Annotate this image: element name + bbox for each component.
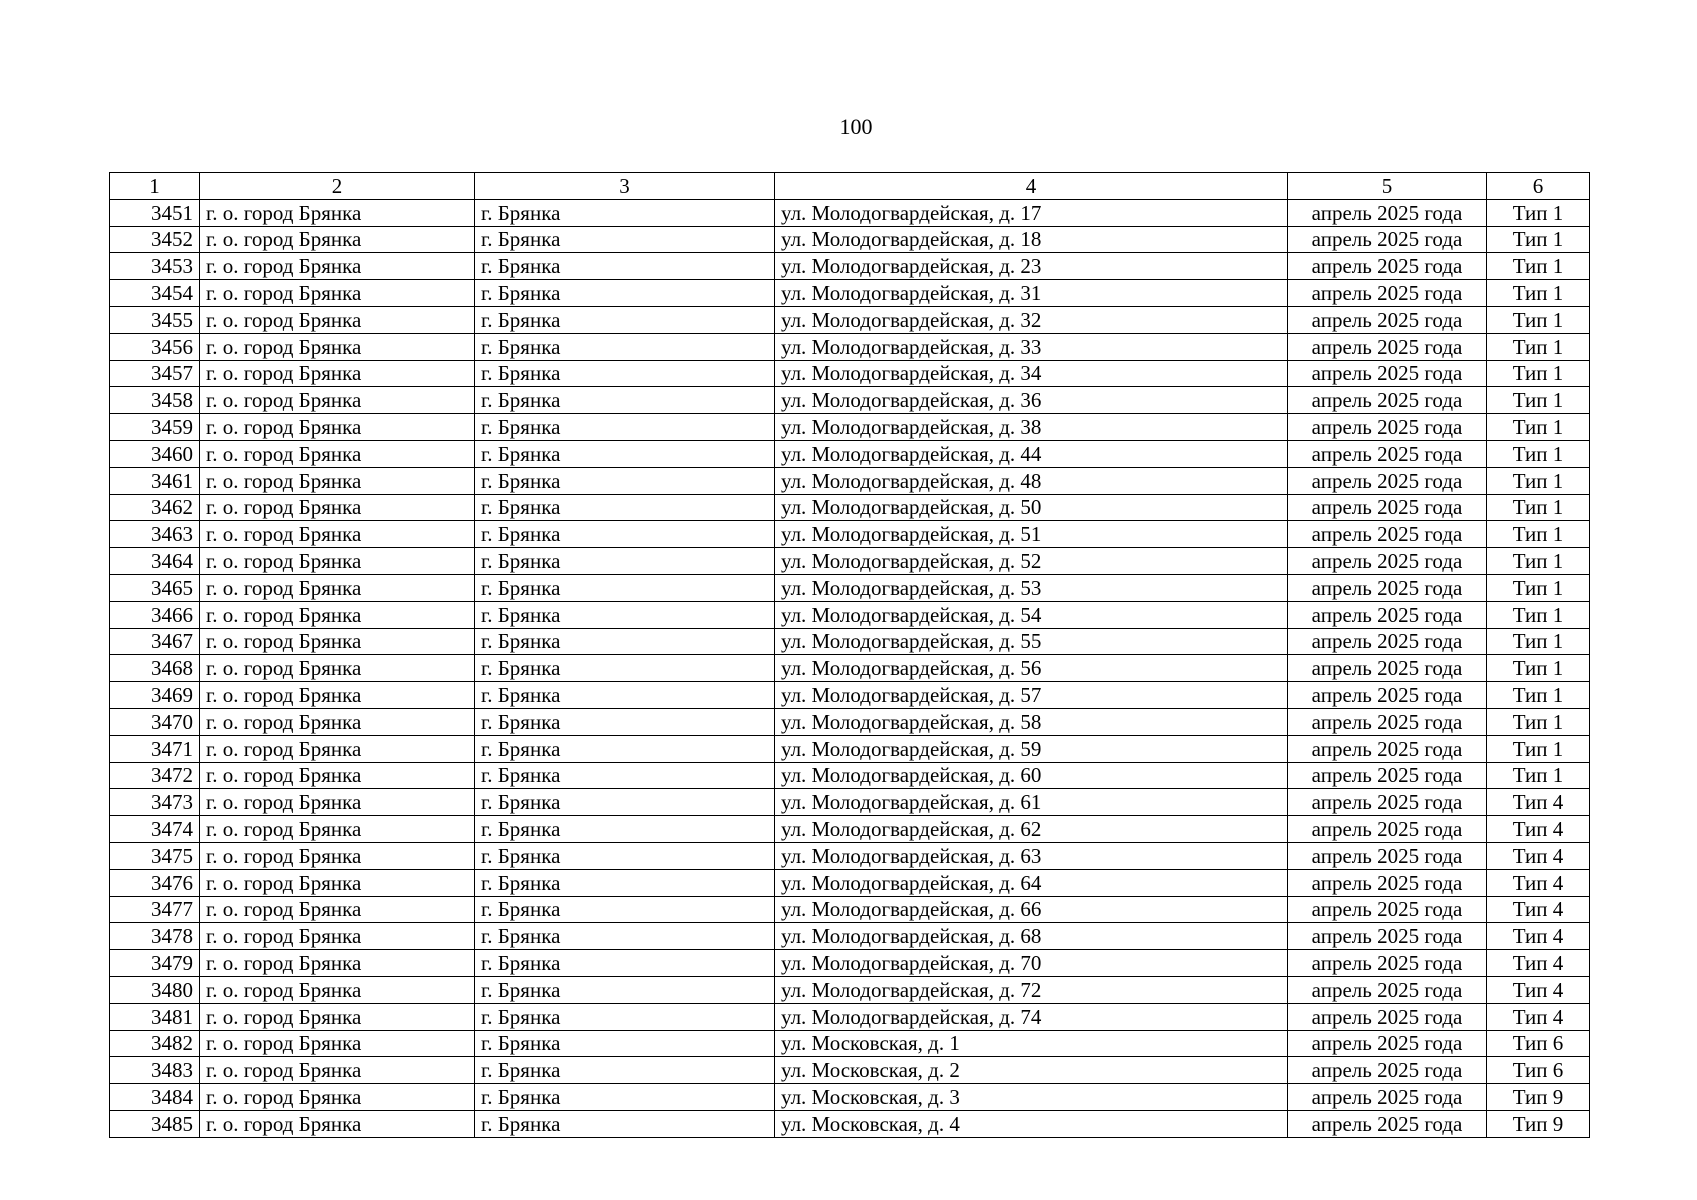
column-header-5: 5 bbox=[1288, 173, 1487, 200]
type-cell: Тип 1 bbox=[1487, 467, 1590, 494]
type-cell: Тип 6 bbox=[1487, 1030, 1590, 1057]
address-cell: ул. Молодогвардейская, д. 62 bbox=[775, 816, 1288, 843]
address-cell: ул. Молодогвардейская, д. 72 bbox=[775, 976, 1288, 1003]
address-cell: ул. Молодогвардейская, д. 52 bbox=[775, 548, 1288, 575]
district-cell: г. о. город Брянка bbox=[200, 414, 475, 441]
address-cell: ул. Московская, д. 3 bbox=[775, 1084, 1288, 1111]
city-cell: г. Брянка bbox=[475, 601, 775, 628]
table-row bbox=[110, 762, 1590, 789]
address-cell: ул. Молодогвардейская, д. 70 bbox=[775, 950, 1288, 977]
date-cell: апрель 2025 года bbox=[1288, 708, 1487, 735]
date-cell: апрель 2025 года bbox=[1288, 869, 1487, 896]
table-row bbox=[110, 655, 1590, 682]
address-cell: ул. Молодогвардейская, д. 54 bbox=[775, 601, 1288, 628]
district-cell: г. о. город Брянка bbox=[200, 494, 475, 521]
city-cell: г. Брянка bbox=[475, 280, 775, 307]
table-row bbox=[110, 1110, 1590, 1137]
row-number-cell: 3456 bbox=[110, 333, 200, 360]
row-number-cell: 3468 bbox=[110, 655, 200, 682]
row-number-cell: 3483 bbox=[110, 1057, 200, 1084]
date-cell: апрель 2025 года bbox=[1288, 548, 1487, 575]
table-row bbox=[110, 896, 1590, 923]
row-number-cell: 3482 bbox=[110, 1030, 200, 1057]
table-row bbox=[110, 280, 1590, 307]
column-header-3: 3 bbox=[475, 173, 775, 200]
table-row bbox=[110, 306, 1590, 333]
type-cell: Тип 4 bbox=[1487, 896, 1590, 923]
address-cell: ул. Молодогвардейская, д. 23 bbox=[775, 253, 1288, 280]
district-cell: г. о. город Брянка bbox=[200, 735, 475, 762]
row-number-cell: 3471 bbox=[110, 735, 200, 762]
type-cell: Тип 1 bbox=[1487, 306, 1590, 333]
district-cell: г. о. город Брянка bbox=[200, 226, 475, 253]
page-number: 100 bbox=[839, 114, 873, 139]
row-number-cell: 3452 bbox=[110, 226, 200, 253]
table-row bbox=[110, 467, 1590, 494]
district-cell: г. о. город Брянка bbox=[200, 923, 475, 950]
row-number-cell: 3463 bbox=[110, 521, 200, 548]
date-cell: апрель 2025 года bbox=[1288, 280, 1487, 307]
city-cell: г. Брянка bbox=[475, 762, 775, 789]
row-number-cell: 3477 bbox=[110, 896, 200, 923]
district-cell: г. о. город Брянка bbox=[200, 601, 475, 628]
district-cell: г. о. город Брянка bbox=[200, 1057, 475, 1084]
table-row bbox=[110, 360, 1590, 387]
type-cell: Тип 1 bbox=[1487, 440, 1590, 467]
row-number-cell: 3455 bbox=[110, 306, 200, 333]
city-cell: г. Брянка bbox=[475, 896, 775, 923]
header-row bbox=[110, 173, 1590, 200]
type-cell: Тип 1 bbox=[1487, 762, 1590, 789]
address-cell: ул. Молодогвардейская, д. 57 bbox=[775, 682, 1288, 709]
table-row bbox=[110, 387, 1590, 414]
address-cell: ул. Молодогвардейская, д. 74 bbox=[775, 1003, 1288, 1030]
date-cell: апрель 2025 года bbox=[1288, 226, 1487, 253]
type-cell: Тип 1 bbox=[1487, 226, 1590, 253]
row-number-cell: 3466 bbox=[110, 601, 200, 628]
row-number-cell: 3479 bbox=[110, 950, 200, 977]
district-cell: г. о. город Брянка bbox=[200, 253, 475, 280]
table-row bbox=[110, 574, 1590, 601]
table-row bbox=[110, 789, 1590, 816]
column-header-4: 4 bbox=[775, 173, 1288, 200]
date-cell: апрель 2025 года bbox=[1288, 414, 1487, 441]
date-cell: апрель 2025 года bbox=[1288, 387, 1487, 414]
address-cell: ул. Московская, д. 4 bbox=[775, 1110, 1288, 1137]
date-cell: апрель 2025 года bbox=[1288, 1003, 1487, 1030]
type-cell: Тип 4 bbox=[1487, 950, 1590, 977]
city-cell: г. Брянка bbox=[475, 1030, 775, 1057]
type-cell: Тип 1 bbox=[1487, 414, 1590, 441]
date-cell: апрель 2025 года bbox=[1288, 199, 1487, 226]
date-cell: апрель 2025 года bbox=[1288, 521, 1487, 548]
table-row bbox=[110, 494, 1590, 521]
date-cell: апрель 2025 года bbox=[1288, 950, 1487, 977]
date-cell: апрель 2025 года bbox=[1288, 253, 1487, 280]
table-body bbox=[110, 199, 1590, 1137]
type-cell: Тип 1 bbox=[1487, 360, 1590, 387]
table-row bbox=[110, 950, 1590, 977]
date-cell: апрель 2025 года bbox=[1288, 735, 1487, 762]
row-number-cell: 3480 bbox=[110, 976, 200, 1003]
type-cell: Тип 1 bbox=[1487, 682, 1590, 709]
row-number-cell: 3465 bbox=[110, 574, 200, 601]
district-cell: г. о. город Брянка bbox=[200, 548, 475, 575]
district-cell: г. о. город Брянка bbox=[200, 869, 475, 896]
city-cell: г. Брянка bbox=[475, 1003, 775, 1030]
date-cell: апрель 2025 года bbox=[1288, 1084, 1487, 1111]
city-cell: г. Брянка bbox=[475, 708, 775, 735]
type-cell: Тип 1 bbox=[1487, 708, 1590, 735]
district-cell: г. о. город Брянка bbox=[200, 628, 475, 655]
district-cell: г. о. город Брянка bbox=[200, 387, 475, 414]
table-row bbox=[110, 253, 1590, 280]
city-cell: г. Брянка bbox=[475, 199, 775, 226]
date-cell: апрель 2025 года bbox=[1288, 762, 1487, 789]
table-row bbox=[110, 1003, 1590, 1030]
date-cell: апрель 2025 года bbox=[1288, 1057, 1487, 1084]
type-cell: Тип 4 bbox=[1487, 1003, 1590, 1030]
district-cell: г. о. город Брянка bbox=[200, 762, 475, 789]
row-number-cell: 3460 bbox=[110, 440, 200, 467]
address-cell: ул. Молодогвардейская, д. 60 bbox=[775, 762, 1288, 789]
type-cell: Тип 4 bbox=[1487, 816, 1590, 843]
type-cell: Тип 1 bbox=[1487, 280, 1590, 307]
address-cell: ул. Московская, д. 2 bbox=[775, 1057, 1288, 1084]
city-cell: г. Брянка bbox=[475, 842, 775, 869]
city-cell: г. Брянка bbox=[475, 440, 775, 467]
date-cell: апрель 2025 года bbox=[1288, 655, 1487, 682]
address-cell: ул. Молодогвардейская, д. 44 bbox=[775, 440, 1288, 467]
address-cell: ул. Молодогвардейская, д. 50 bbox=[775, 494, 1288, 521]
row-number-cell: 3462 bbox=[110, 494, 200, 521]
address-cell: ул. Молодогвардейская, д. 32 bbox=[775, 306, 1288, 333]
date-cell: апрель 2025 года bbox=[1288, 1030, 1487, 1057]
table-row bbox=[110, 816, 1590, 843]
district-cell: г. о. город Брянка bbox=[200, 682, 475, 709]
city-cell: г. Брянка bbox=[475, 253, 775, 280]
district-cell: г. о. город Брянка bbox=[200, 842, 475, 869]
date-cell: апрель 2025 года bbox=[1288, 360, 1487, 387]
table-row bbox=[110, 1057, 1590, 1084]
type-cell: Тип 9 bbox=[1487, 1110, 1590, 1137]
type-cell: Тип 1 bbox=[1487, 387, 1590, 414]
address-cell: ул. Молодогвардейская, д. 33 bbox=[775, 333, 1288, 360]
date-cell: апрель 2025 года bbox=[1288, 467, 1487, 494]
row-number-cell: 3459 bbox=[110, 414, 200, 441]
city-cell: г. Брянка bbox=[475, 548, 775, 575]
district-cell: г. о. город Брянка bbox=[200, 440, 475, 467]
district-cell: г. о. город Брянка bbox=[200, 896, 475, 923]
city-cell: г. Брянка bbox=[475, 1084, 775, 1111]
district-cell: г. о. город Брянка bbox=[200, 976, 475, 1003]
row-number-cell: 3469 bbox=[110, 682, 200, 709]
date-cell: апрель 2025 года bbox=[1288, 440, 1487, 467]
type-cell: Тип 1 bbox=[1487, 574, 1590, 601]
table-row bbox=[110, 842, 1590, 869]
district-cell: г. о. город Брянка bbox=[200, 360, 475, 387]
district-cell: г. о. город Брянка bbox=[200, 789, 475, 816]
row-number-cell: 3467 bbox=[110, 628, 200, 655]
city-cell: г. Брянка bbox=[475, 467, 775, 494]
city-cell: г. Брянка bbox=[475, 333, 775, 360]
district-cell: г. о. город Брянка bbox=[200, 333, 475, 360]
type-cell: Тип 1 bbox=[1487, 333, 1590, 360]
date-cell: апрель 2025 года bbox=[1288, 923, 1487, 950]
type-cell: Тип 9 bbox=[1487, 1084, 1590, 1111]
type-cell: Тип 1 bbox=[1487, 655, 1590, 682]
column-header-6: 6 bbox=[1487, 173, 1590, 200]
date-cell: апрель 2025 года bbox=[1288, 976, 1487, 1003]
address-cell: ул. Молодогвардейская, д. 53 bbox=[775, 574, 1288, 601]
table-header bbox=[110, 173, 1590, 200]
date-cell: апрель 2025 года bbox=[1288, 789, 1487, 816]
type-cell: Тип 4 bbox=[1487, 869, 1590, 896]
city-cell: г. Брянка bbox=[475, 628, 775, 655]
date-cell: апрель 2025 года bbox=[1288, 816, 1487, 843]
city-cell: г. Брянка bbox=[475, 306, 775, 333]
type-cell: Тип 1 bbox=[1487, 253, 1590, 280]
address-cell: ул. Молодогвардейская, д. 51 bbox=[775, 521, 1288, 548]
row-number-cell: 3472 bbox=[110, 762, 200, 789]
type-cell: Тип 4 bbox=[1487, 842, 1590, 869]
date-cell: апрель 2025 года bbox=[1288, 1110, 1487, 1137]
district-cell: г. о. город Брянка bbox=[200, 1003, 475, 1030]
type-cell: Тип 1 bbox=[1487, 601, 1590, 628]
table-row bbox=[110, 548, 1590, 575]
address-cell: ул. Молодогвардейская, д. 36 bbox=[775, 387, 1288, 414]
row-number-cell: 3451 bbox=[110, 199, 200, 226]
district-cell: г. о. город Брянка bbox=[200, 1030, 475, 1057]
city-cell: г. Брянка bbox=[475, 976, 775, 1003]
row-number-cell: 3485 bbox=[110, 1110, 200, 1137]
type-cell: Тип 1 bbox=[1487, 628, 1590, 655]
type-cell: Тип 6 bbox=[1487, 1057, 1590, 1084]
district-cell: г. о. город Брянка bbox=[200, 1084, 475, 1111]
table-row bbox=[110, 628, 1590, 655]
table-row bbox=[110, 440, 1590, 467]
city-cell: г. Брянка bbox=[475, 494, 775, 521]
table-row bbox=[110, 735, 1590, 762]
table-row bbox=[110, 976, 1590, 1003]
date-cell: апрель 2025 года bbox=[1288, 601, 1487, 628]
address-cell: ул. Молодогвардейская, д. 59 bbox=[775, 735, 1288, 762]
city-cell: г. Брянка bbox=[475, 950, 775, 977]
address-cell: ул. Молодогвардейская, д. 58 bbox=[775, 708, 1288, 735]
row-number-cell: 3478 bbox=[110, 923, 200, 950]
row-number-cell: 3476 bbox=[110, 869, 200, 896]
city-cell: г. Брянка bbox=[475, 1110, 775, 1137]
row-number-cell: 3474 bbox=[110, 816, 200, 843]
city-cell: г. Брянка bbox=[475, 414, 775, 441]
table-row bbox=[110, 682, 1590, 709]
city-cell: г. Брянка bbox=[475, 735, 775, 762]
address-cell: ул. Молодогвардейская, д. 66 bbox=[775, 896, 1288, 923]
date-cell: апрель 2025 года bbox=[1288, 628, 1487, 655]
type-cell: Тип 1 bbox=[1487, 199, 1590, 226]
district-cell: г. о. город Брянка bbox=[200, 655, 475, 682]
city-cell: г. Брянка bbox=[475, 869, 775, 896]
address-cell: ул. Молодогвардейская, д. 63 bbox=[775, 842, 1288, 869]
table-row bbox=[110, 199, 1590, 226]
date-cell: апрель 2025 года bbox=[1288, 306, 1487, 333]
table-row bbox=[110, 1030, 1590, 1057]
row-number-cell: 3470 bbox=[110, 708, 200, 735]
column-header-2: 2 bbox=[200, 173, 475, 200]
housing-table bbox=[109, 172, 1590, 1138]
city-cell: г. Брянка bbox=[475, 574, 775, 601]
address-cell: ул. Молодогвардейская, д. 48 bbox=[775, 467, 1288, 494]
address-cell: ул. Молодогвардейская, д. 31 bbox=[775, 280, 1288, 307]
row-number-cell: 3481 bbox=[110, 1003, 200, 1030]
type-cell: Тип 1 bbox=[1487, 494, 1590, 521]
table-row bbox=[110, 414, 1590, 441]
date-cell: апрель 2025 года bbox=[1288, 896, 1487, 923]
row-number-cell: 3453 bbox=[110, 253, 200, 280]
type-cell: Тип 4 bbox=[1487, 789, 1590, 816]
address-cell: ул. Молодогвардейская, д. 68 bbox=[775, 923, 1288, 950]
address-cell: ул. Молодогвардейская, д. 18 bbox=[775, 226, 1288, 253]
address-cell: ул. Молодогвардейская, д. 56 bbox=[775, 655, 1288, 682]
city-cell: г. Брянка bbox=[475, 226, 775, 253]
district-cell: г. о. город Брянка bbox=[200, 574, 475, 601]
table-row bbox=[110, 1084, 1590, 1111]
type-cell: Тип 1 bbox=[1487, 521, 1590, 548]
type-cell: Тип 1 bbox=[1487, 548, 1590, 575]
table-row bbox=[110, 226, 1590, 253]
type-cell: Тип 4 bbox=[1487, 976, 1590, 1003]
type-cell: Тип 1 bbox=[1487, 735, 1590, 762]
city-cell: г. Брянка bbox=[475, 387, 775, 414]
district-cell: г. о. город Брянка bbox=[200, 306, 475, 333]
row-number-cell: 3461 bbox=[110, 467, 200, 494]
row-number-cell: 3484 bbox=[110, 1084, 200, 1111]
table-row bbox=[110, 601, 1590, 628]
district-cell: г. о. город Брянка bbox=[200, 1110, 475, 1137]
address-cell: ул. Молодогвардейская, д. 64 bbox=[775, 869, 1288, 896]
row-number-cell: 3458 bbox=[110, 387, 200, 414]
row-number-cell: 3454 bbox=[110, 280, 200, 307]
date-cell: апрель 2025 года bbox=[1288, 842, 1487, 869]
address-cell: ул. Молодогвардейская, д. 61 bbox=[775, 789, 1288, 816]
row-number-cell: 3464 bbox=[110, 548, 200, 575]
table-row bbox=[110, 521, 1590, 548]
address-cell: ул. Молодогвардейская, д. 38 bbox=[775, 414, 1288, 441]
column-header-1: 1 bbox=[110, 173, 200, 200]
district-cell: г. о. город Брянка bbox=[200, 816, 475, 843]
district-cell: г. о. город Брянка bbox=[200, 521, 475, 548]
row-number-cell: 3475 bbox=[110, 842, 200, 869]
table-row bbox=[110, 869, 1590, 896]
city-cell: г. Брянка bbox=[475, 360, 775, 387]
table-row bbox=[110, 923, 1590, 950]
date-cell: апрель 2025 года bbox=[1288, 574, 1487, 601]
district-cell: г. о. город Брянка bbox=[200, 199, 475, 226]
district-cell: г. о. город Брянка bbox=[200, 467, 475, 494]
date-cell: апрель 2025 года bbox=[1288, 494, 1487, 521]
row-number-cell: 3473 bbox=[110, 789, 200, 816]
district-cell: г. о. город Брянка bbox=[200, 708, 475, 735]
address-cell: ул. Молодогвардейская, д. 17 bbox=[775, 199, 1288, 226]
city-cell: г. Брянка bbox=[475, 682, 775, 709]
city-cell: г. Брянка bbox=[475, 521, 775, 548]
city-cell: г. Брянка bbox=[475, 923, 775, 950]
city-cell: г. Брянка bbox=[475, 816, 775, 843]
type-cell: Тип 4 bbox=[1487, 923, 1590, 950]
date-cell: апрель 2025 года bbox=[1288, 682, 1487, 709]
city-cell: г. Брянка bbox=[475, 1057, 775, 1084]
row-number-cell: 3457 bbox=[110, 360, 200, 387]
address-cell: ул. Московская, д. 1 bbox=[775, 1030, 1288, 1057]
table-row bbox=[110, 708, 1590, 735]
city-cell: г. Брянка bbox=[475, 789, 775, 816]
city-cell: г. Брянка bbox=[475, 655, 775, 682]
address-cell: ул. Молодогвардейская, д. 55 bbox=[775, 628, 1288, 655]
district-cell: г. о. город Брянка bbox=[200, 280, 475, 307]
table-row bbox=[110, 333, 1590, 360]
district-cell: г. о. город Брянка bbox=[200, 950, 475, 977]
date-cell: апрель 2025 года bbox=[1288, 333, 1487, 360]
address-cell: ул. Молодогвардейская, д. 34 bbox=[775, 360, 1288, 387]
